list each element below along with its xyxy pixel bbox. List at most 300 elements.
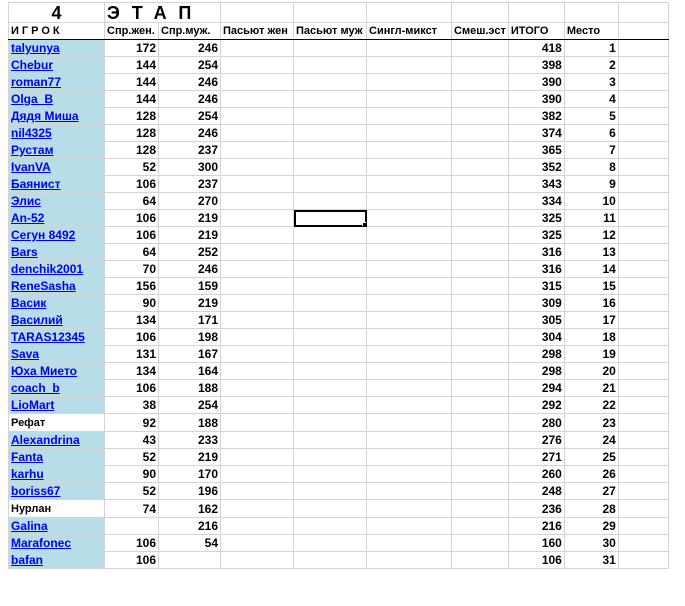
total-cell[interactable]: 398 bbox=[508, 57, 564, 74]
player-link[interactable]: An-52 bbox=[11, 211, 45, 225]
men-sprint-cell[interactable]: 164 bbox=[159, 363, 221, 380]
cell[interactable] bbox=[618, 552, 668, 569]
men-pursuit-cell[interactable] bbox=[294, 466, 367, 483]
mixed-relay-cell[interactable] bbox=[452, 397, 509, 414]
women-sprint-cell[interactable]: 106 bbox=[105, 552, 159, 569]
mixed-relay-cell[interactable] bbox=[452, 500, 509, 518]
player-name-cell[interactable] bbox=[9, 108, 105, 125]
men-sprint-cell[interactable]: 219 bbox=[159, 210, 221, 227]
single-mixed-cell[interactable] bbox=[367, 261, 452, 278]
place-cell[interactable]: 16 bbox=[564, 295, 618, 312]
cell[interactable] bbox=[618, 3, 668, 23]
men-pursuit-cell[interactable] bbox=[294, 483, 367, 500]
women-pursuit-cell[interactable] bbox=[221, 414, 294, 432]
place-cell[interactable]: 27 bbox=[564, 483, 618, 500]
single-mixed-cell[interactable] bbox=[367, 125, 452, 142]
men-pursuit-cell[interactable] bbox=[294, 295, 367, 312]
player-link[interactable]: Элис bbox=[11, 194, 41, 208]
player-link[interactable]: Chebur bbox=[11, 58, 53, 72]
single-mixed-cell[interactable] bbox=[367, 74, 452, 91]
women-sprint-cell[interactable]: 134 bbox=[105, 312, 159, 329]
player-link[interactable]: nil4325 bbox=[11, 126, 52, 140]
single-mixed-cell[interactable] bbox=[367, 108, 452, 125]
place-cell[interactable]: 1 bbox=[564, 40, 618, 57]
women-pursuit-cell[interactable] bbox=[221, 380, 294, 397]
place-cell[interactable]: 17 bbox=[564, 312, 618, 329]
women-pursuit-cell[interactable] bbox=[221, 193, 294, 210]
total-cell[interactable]: 304 bbox=[508, 329, 564, 346]
place-cell[interactable]: 6 bbox=[564, 125, 618, 142]
cell[interactable] bbox=[618, 40, 668, 57]
cell[interactable] bbox=[618, 125, 668, 142]
place-cell[interactable]: 25 bbox=[564, 449, 618, 466]
place-cell[interactable]: 22 bbox=[564, 397, 618, 414]
women-sprint-cell[interactable]: 52 bbox=[105, 483, 159, 500]
mixed-relay-cell[interactable] bbox=[452, 227, 509, 244]
women-sprint-cell[interactable]: 106 bbox=[105, 210, 159, 227]
total-cell[interactable]: 280 bbox=[508, 414, 564, 432]
player-name-cell[interactable] bbox=[9, 74, 105, 91]
header-place[interactable]: Место bbox=[564, 23, 618, 40]
place-cell[interactable]: 23 bbox=[564, 414, 618, 432]
women-sprint-cell[interactable]: 38 bbox=[105, 397, 159, 414]
men-pursuit-cell[interactable] bbox=[294, 552, 367, 569]
men-sprint-cell[interactable]: 300 bbox=[159, 159, 221, 176]
cell[interactable] bbox=[618, 261, 668, 278]
place-cell[interactable]: 21 bbox=[564, 380, 618, 397]
cell[interactable] bbox=[294, 3, 367, 23]
men-sprint-cell[interactable]: 170 bbox=[159, 466, 221, 483]
women-sprint-cell[interactable]: 64 bbox=[105, 244, 159, 261]
player-link[interactable]: Юха Мието bbox=[11, 364, 77, 378]
men-sprint-cell[interactable]: 246 bbox=[159, 74, 221, 91]
total-cell[interactable]: 315 bbox=[508, 278, 564, 295]
single-mixed-cell[interactable] bbox=[367, 483, 452, 500]
women-sprint-cell[interactable]: 106 bbox=[105, 535, 159, 552]
women-pursuit-cell[interactable] bbox=[221, 535, 294, 552]
single-mixed-cell[interactable] bbox=[367, 432, 452, 449]
mixed-relay-cell[interactable] bbox=[452, 518, 509, 535]
header-women-sprint[interactable]: Спр.жен. bbox=[105, 23, 159, 40]
single-mixed-cell[interactable] bbox=[367, 312, 452, 329]
mixed-relay-cell[interactable] bbox=[452, 74, 509, 91]
men-pursuit-cell[interactable] bbox=[294, 40, 367, 57]
women-pursuit-cell[interactable] bbox=[221, 261, 294, 278]
women-sprint-cell[interactable]: 144 bbox=[105, 57, 159, 74]
women-sprint-cell[interactable]: 92 bbox=[105, 414, 159, 432]
cell[interactable] bbox=[618, 193, 668, 210]
mixed-relay-cell[interactable] bbox=[452, 432, 509, 449]
mixed-relay-cell[interactable] bbox=[452, 483, 509, 500]
single-mixed-cell[interactable] bbox=[367, 244, 452, 261]
men-pursuit-cell[interactable] bbox=[294, 125, 367, 142]
cell[interactable] bbox=[618, 449, 668, 466]
men-sprint-cell[interactable]: 254 bbox=[159, 108, 221, 125]
player-name-cell[interactable] bbox=[9, 295, 105, 312]
men-pursuit-cell[interactable] bbox=[294, 312, 367, 329]
place-cell[interactable]: 5 bbox=[564, 108, 618, 125]
player-name-cell[interactable] bbox=[9, 176, 105, 193]
total-cell[interactable]: 298 bbox=[508, 346, 564, 363]
women-sprint-cell[interactable]: 134 bbox=[105, 363, 159, 380]
single-mixed-cell[interactable] bbox=[367, 227, 452, 244]
total-cell[interactable]: 374 bbox=[508, 125, 564, 142]
single-mixed-cell[interactable] bbox=[367, 500, 452, 518]
mixed-relay-cell[interactable] bbox=[452, 346, 509, 363]
place-cell[interactable]: 14 bbox=[564, 261, 618, 278]
women-pursuit-cell[interactable] bbox=[221, 466, 294, 483]
men-sprint-cell[interactable]: 167 bbox=[159, 346, 221, 363]
player-link[interactable]: Рустам bbox=[11, 143, 54, 157]
women-sprint-cell[interactable]: 106 bbox=[105, 176, 159, 193]
cell[interactable] bbox=[618, 312, 668, 329]
men-sprint-cell[interactable]: 254 bbox=[159, 57, 221, 74]
cell[interactable] bbox=[618, 414, 668, 432]
player-link[interactable]: Olga_B bbox=[11, 92, 54, 106]
player-link[interactable]: boriss67 bbox=[11, 484, 61, 498]
men-sprint-cell[interactable]: 233 bbox=[159, 432, 221, 449]
player-link[interactable]: Galina bbox=[11, 519, 48, 533]
total-cell[interactable]: 390 bbox=[508, 74, 564, 91]
total-cell[interactable]: 316 bbox=[508, 244, 564, 261]
women-sprint-cell[interactable]: 144 bbox=[105, 91, 159, 108]
player-name-cell[interactable] bbox=[9, 57, 105, 74]
place-cell[interactable]: 30 bbox=[564, 535, 618, 552]
player-name-cell[interactable] bbox=[9, 380, 105, 397]
men-sprint-cell[interactable]: 188 bbox=[159, 414, 221, 432]
women-sprint-cell[interactable]: 106 bbox=[105, 380, 159, 397]
total-cell[interactable]: 334 bbox=[508, 193, 564, 210]
cell[interactable] bbox=[508, 3, 564, 23]
place-cell[interactable]: 9 bbox=[564, 176, 618, 193]
player-link[interactable]: ReneSasha bbox=[11, 279, 76, 293]
single-mixed-cell[interactable] bbox=[367, 363, 452, 380]
men-pursuit-cell[interactable] bbox=[294, 346, 367, 363]
total-cell[interactable]: 106 bbox=[508, 552, 564, 569]
women-pursuit-cell[interactable] bbox=[221, 159, 294, 176]
selected-cell[interactable] bbox=[294, 210, 367, 227]
player-link[interactable]: denchik2001 bbox=[11, 262, 84, 276]
single-mixed-cell[interactable] bbox=[367, 278, 452, 295]
total-cell[interactable]: 216 bbox=[508, 518, 564, 535]
cell[interactable] bbox=[618, 329, 668, 346]
place-cell[interactable]: 3 bbox=[564, 74, 618, 91]
player-name-cell[interactable] bbox=[9, 278, 105, 295]
single-mixed-cell[interactable] bbox=[367, 449, 452, 466]
men-sprint-cell[interactable]: 196 bbox=[159, 483, 221, 500]
cell[interactable] bbox=[367, 3, 452, 23]
women-pursuit-cell[interactable] bbox=[221, 176, 294, 193]
total-cell[interactable]: 365 bbox=[508, 142, 564, 159]
place-cell[interactable]: 20 bbox=[564, 363, 618, 380]
player-name-cell[interactable] bbox=[9, 227, 105, 244]
men-pursuit-cell[interactable] bbox=[294, 108, 367, 125]
cell[interactable] bbox=[618, 466, 668, 483]
mixed-relay-cell[interactable] bbox=[452, 176, 509, 193]
cell[interactable] bbox=[618, 380, 668, 397]
men-sprint-cell[interactable]: 159 bbox=[159, 278, 221, 295]
place-cell[interactable]: 10 bbox=[564, 193, 618, 210]
header-mixed-relay[interactable]: Смеш.эст bbox=[452, 23, 509, 40]
fill-handle[interactable] bbox=[362, 222, 367, 227]
mixed-relay-cell[interactable] bbox=[452, 466, 509, 483]
men-pursuit-cell[interactable] bbox=[294, 535, 367, 552]
cell[interactable] bbox=[618, 518, 668, 535]
header-men-pursuit[interactable]: Пасьют муж bbox=[294, 23, 367, 40]
player-link[interactable]: Василий bbox=[11, 313, 63, 327]
women-pursuit-cell[interactable] bbox=[221, 346, 294, 363]
women-sprint-cell[interactable] bbox=[105, 518, 159, 535]
place-cell[interactable]: 24 bbox=[564, 432, 618, 449]
men-sprint-cell[interactable]: 237 bbox=[159, 176, 221, 193]
men-sprint-cell[interactable]: 219 bbox=[159, 295, 221, 312]
cell[interactable] bbox=[618, 159, 668, 176]
men-sprint-cell[interactable]: 246 bbox=[159, 40, 221, 57]
player-name-cell[interactable] bbox=[9, 40, 105, 57]
player-name-cell[interactable] bbox=[9, 193, 105, 210]
player-link[interactable]: Alexandrina bbox=[11, 433, 80, 447]
player-name-cell[interactable] bbox=[9, 329, 105, 346]
women-pursuit-cell[interactable] bbox=[221, 142, 294, 159]
place-cell[interactable]: 11 bbox=[564, 210, 618, 227]
total-cell[interactable]: 276 bbox=[508, 432, 564, 449]
place-cell[interactable]: 18 bbox=[564, 329, 618, 346]
men-pursuit-cell[interactable] bbox=[294, 414, 367, 432]
cell[interactable] bbox=[618, 295, 668, 312]
men-pursuit-cell[interactable] bbox=[294, 244, 367, 261]
place-cell[interactable]: 4 bbox=[564, 91, 618, 108]
men-sprint-cell[interactable]: 171 bbox=[159, 312, 221, 329]
mixed-relay-cell[interactable] bbox=[452, 552, 509, 569]
mixed-relay-cell[interactable] bbox=[452, 295, 509, 312]
player-link[interactable]: TARAS12345 bbox=[11, 330, 85, 344]
single-mixed-cell[interactable] bbox=[367, 518, 452, 535]
women-pursuit-cell[interactable] bbox=[221, 91, 294, 108]
women-sprint-cell[interactable]: 74 bbox=[105, 500, 159, 518]
total-cell[interactable]: 309 bbox=[508, 295, 564, 312]
stage-title[interactable]: ЭТАП bbox=[105, 3, 221, 23]
single-mixed-cell[interactable] bbox=[367, 176, 452, 193]
place-cell[interactable]: 2 bbox=[564, 57, 618, 74]
place-cell[interactable]: 8 bbox=[564, 159, 618, 176]
men-sprint-cell[interactable]: 246 bbox=[159, 261, 221, 278]
player-link[interactable]: Sava bbox=[11, 347, 40, 361]
total-cell[interactable]: 160 bbox=[508, 535, 564, 552]
player-name-cell[interactable] bbox=[9, 483, 105, 500]
single-mixed-cell[interactable] bbox=[367, 397, 452, 414]
mixed-relay-cell[interactable] bbox=[452, 261, 509, 278]
single-mixed-cell[interactable] bbox=[367, 346, 452, 363]
women-pursuit-cell[interactable] bbox=[221, 363, 294, 380]
place-cell[interactable]: 19 bbox=[564, 346, 618, 363]
women-sprint-cell[interactable]: 90 bbox=[105, 295, 159, 312]
women-pursuit-cell[interactable] bbox=[221, 552, 294, 569]
women-sprint-cell[interactable]: 172 bbox=[105, 40, 159, 57]
single-mixed-cell[interactable] bbox=[367, 295, 452, 312]
mixed-relay-cell[interactable] bbox=[452, 210, 509, 227]
cell[interactable] bbox=[618, 278, 668, 295]
cell[interactable] bbox=[618, 227, 668, 244]
men-pursuit-cell[interactable] bbox=[294, 363, 367, 380]
total-cell[interactable]: 305 bbox=[508, 312, 564, 329]
mixed-relay-cell[interactable] bbox=[452, 57, 509, 74]
place-cell[interactable]: 26 bbox=[564, 466, 618, 483]
men-sprint-cell[interactable]: 219 bbox=[159, 449, 221, 466]
women-pursuit-cell[interactable] bbox=[221, 500, 294, 518]
header-men-sprint[interactable]: Спр.муж. bbox=[159, 23, 221, 40]
women-pursuit-cell[interactable] bbox=[221, 278, 294, 295]
player-link[interactable]: talyunya bbox=[11, 41, 60, 55]
total-cell[interactable]: 382 bbox=[508, 108, 564, 125]
single-mixed-cell[interactable] bbox=[367, 159, 452, 176]
player-name-cell[interactable] bbox=[9, 261, 105, 278]
women-pursuit-cell[interactable] bbox=[221, 295, 294, 312]
mixed-relay-cell[interactable] bbox=[452, 142, 509, 159]
women-sprint-cell[interactable]: 43 bbox=[105, 432, 159, 449]
player-name-cell[interactable] bbox=[9, 312, 105, 329]
women-pursuit-cell[interactable] bbox=[221, 227, 294, 244]
cell[interactable] bbox=[564, 3, 618, 23]
mixed-relay-cell[interactable] bbox=[452, 449, 509, 466]
player-name-cell[interactable] bbox=[9, 466, 105, 483]
women-sprint-cell[interactable]: 128 bbox=[105, 108, 159, 125]
total-cell[interactable]: 343 bbox=[508, 176, 564, 193]
cell[interactable] bbox=[618, 142, 668, 159]
total-cell[interactable]: 325 bbox=[508, 210, 564, 227]
cell[interactable] bbox=[618, 244, 668, 261]
single-mixed-cell[interactable] bbox=[367, 193, 452, 210]
mixed-relay-cell[interactable] bbox=[452, 193, 509, 210]
total-cell[interactable]: 298 bbox=[508, 363, 564, 380]
player-link[interactable]: roman77 bbox=[11, 75, 62, 89]
women-pursuit-cell[interactable] bbox=[221, 312, 294, 329]
women-pursuit-cell[interactable] bbox=[221, 329, 294, 346]
women-sprint-cell[interactable]: 70 bbox=[105, 261, 159, 278]
player-name-cell[interactable] bbox=[9, 363, 105, 380]
total-cell[interactable]: 294 bbox=[508, 380, 564, 397]
men-sprint-cell[interactable]: 188 bbox=[159, 380, 221, 397]
player-name-cell[interactable] bbox=[9, 535, 105, 552]
cell[interactable] bbox=[618, 346, 668, 363]
player-link[interactable]: IvanVA bbox=[11, 160, 51, 174]
men-pursuit-cell[interactable] bbox=[294, 500, 367, 518]
mixed-relay-cell[interactable] bbox=[452, 414, 509, 432]
place-cell[interactable]: 15 bbox=[564, 278, 618, 295]
cell[interactable] bbox=[618, 483, 668, 500]
women-sprint-cell[interactable]: 52 bbox=[105, 449, 159, 466]
men-pursuit-cell[interactable] bbox=[294, 159, 367, 176]
player-link[interactable]: Васик bbox=[11, 296, 47, 310]
single-mixed-cell[interactable] bbox=[367, 40, 452, 57]
single-mixed-cell[interactable] bbox=[367, 329, 452, 346]
men-pursuit-cell[interactable] bbox=[294, 74, 367, 91]
player-link[interactable]: Баянист bbox=[11, 177, 61, 191]
header-single-mixed[interactable]: Сингл-микст bbox=[367, 23, 452, 40]
total-cell[interactable]: 390 bbox=[508, 91, 564, 108]
men-pursuit-cell[interactable] bbox=[294, 397, 367, 414]
single-mixed-cell[interactable] bbox=[367, 414, 452, 432]
women-pursuit-cell[interactable] bbox=[221, 57, 294, 74]
single-mixed-cell[interactable] bbox=[367, 466, 452, 483]
single-mixed-cell[interactable] bbox=[367, 552, 452, 569]
men-sprint-cell[interactable]: 270 bbox=[159, 193, 221, 210]
men-pursuit-cell[interactable] bbox=[294, 261, 367, 278]
women-sprint-cell[interactable]: 52 bbox=[105, 159, 159, 176]
women-pursuit-cell[interactable] bbox=[221, 483, 294, 500]
men-sprint-cell[interactable]: 216 bbox=[159, 518, 221, 535]
men-sprint-cell[interactable]: 254 bbox=[159, 397, 221, 414]
men-pursuit-cell[interactable] bbox=[294, 227, 367, 244]
women-sprint-cell[interactable]: 106 bbox=[105, 329, 159, 346]
total-cell[interactable]: 325 bbox=[508, 227, 564, 244]
men-pursuit-cell[interactable] bbox=[294, 432, 367, 449]
player-name-cell[interactable] bbox=[9, 142, 105, 159]
place-cell[interactable]: 13 bbox=[564, 244, 618, 261]
men-sprint-cell[interactable]: 198 bbox=[159, 329, 221, 346]
player-name-cell[interactable] bbox=[9, 518, 105, 535]
men-sprint-cell[interactable]: 54 bbox=[159, 535, 221, 552]
place-cell[interactable]: 28 bbox=[564, 500, 618, 518]
cell[interactable] bbox=[618, 535, 668, 552]
player-name-cell[interactable] bbox=[9, 449, 105, 466]
mixed-relay-cell[interactable] bbox=[452, 125, 509, 142]
player-link[interactable]: Marafonec bbox=[11, 536, 72, 550]
women-pursuit-cell[interactable] bbox=[221, 210, 294, 227]
men-pursuit-cell[interactable] bbox=[294, 57, 367, 74]
player-link[interactable]: LioMart bbox=[11, 398, 55, 412]
women-pursuit-cell[interactable] bbox=[221, 40, 294, 57]
player-name-cell[interactable] bbox=[9, 159, 105, 176]
header-player[interactable]: ИГРОК bbox=[9, 23, 105, 40]
place-cell[interactable]: 29 bbox=[564, 518, 618, 535]
women-pursuit-cell[interactable] bbox=[221, 432, 294, 449]
mixed-relay-cell[interactable] bbox=[452, 363, 509, 380]
women-sprint-cell[interactable]: 64 bbox=[105, 193, 159, 210]
single-mixed-cell[interactable] bbox=[367, 142, 452, 159]
mixed-relay-cell[interactable] bbox=[452, 380, 509, 397]
women-sprint-cell[interactable]: 128 bbox=[105, 125, 159, 142]
women-sprint-cell[interactable]: 106 bbox=[105, 227, 159, 244]
player-name-cell[interactable] bbox=[9, 552, 105, 569]
player-name-cell[interactable] bbox=[9, 244, 105, 261]
player-name-cell[interactable] bbox=[9, 346, 105, 363]
men-pursuit-cell[interactable] bbox=[294, 193, 367, 210]
mixed-relay-cell[interactable] bbox=[452, 108, 509, 125]
player-name-cell[interactable] bbox=[9, 91, 105, 108]
player-name-cell[interactable] bbox=[9, 125, 105, 142]
cell[interactable] bbox=[618, 210, 668, 227]
place-cell[interactable]: 31 bbox=[564, 552, 618, 569]
cell[interactable] bbox=[618, 432, 668, 449]
women-pursuit-cell[interactable] bbox=[221, 74, 294, 91]
women-sprint-cell[interactable]: 144 bbox=[105, 74, 159, 91]
player-name-cell[interactable] bbox=[9, 397, 105, 414]
cell[interactable] bbox=[618, 74, 668, 91]
single-mixed-cell[interactable] bbox=[367, 380, 452, 397]
women-pursuit-cell[interactable] bbox=[221, 397, 294, 414]
player-link[interactable]: Bars bbox=[11, 245, 38, 259]
men-pursuit-cell[interactable] bbox=[294, 278, 367, 295]
player-link[interactable]: Сегун 8492 bbox=[11, 228, 76, 242]
women-pursuit-cell[interactable] bbox=[221, 108, 294, 125]
cell[interactable] bbox=[618, 108, 668, 125]
stage-number[interactable]: 4 bbox=[9, 3, 105, 23]
cell[interactable] bbox=[618, 363, 668, 380]
women-pursuit-cell[interactable] bbox=[221, 125, 294, 142]
men-pursuit-cell[interactable] bbox=[294, 329, 367, 346]
header-total[interactable]: ИТОГО bbox=[508, 23, 564, 40]
total-cell[interactable]: 248 bbox=[508, 483, 564, 500]
